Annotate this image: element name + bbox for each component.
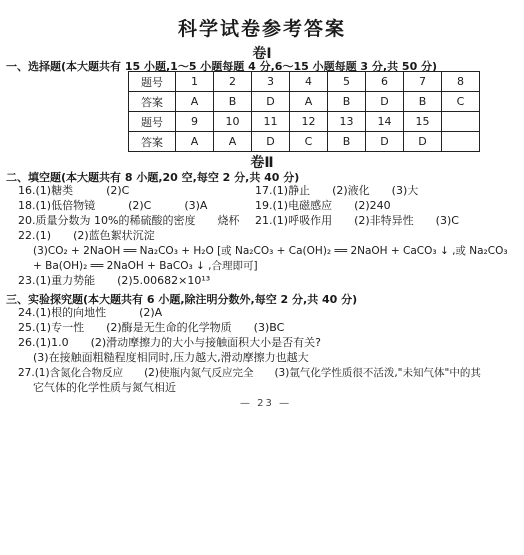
answer-line: 17.(1)静止 (2)液化 (3)大 (255, 184, 419, 197)
table-cell: C (290, 132, 328, 152)
table-cell: 5 (328, 72, 366, 92)
table-row (129, 72, 480, 92)
answer-line: 24.(1)根的向地性 (2)A (18, 306, 163, 319)
table-cell: 题号 (129, 112, 176, 132)
table-cell: D (366, 132, 404, 152)
table-cell: D (366, 92, 404, 112)
table-cell: D (252, 92, 290, 112)
table-cell: 答案 (129, 92, 176, 112)
answer-line: + Ba(OH)₂ ══ 2NaOH + BaCO₃ ↓ ,合理即可] (33, 260, 258, 272)
table-cell: 1 (176, 72, 214, 92)
page-title: 科学试卷参考答案 (177, 18, 346, 40)
answer-line: (3)在接触面粗糙程度相同时,压力越大,滑动摩擦力也越大 (33, 351, 309, 364)
table-cell: 14 (366, 112, 404, 132)
table-cell: D (252, 132, 290, 152)
table-cell: A (214, 132, 252, 152)
table-cell (442, 112, 480, 132)
table-cell: 6 (366, 72, 404, 92)
table-cell: B (214, 92, 252, 112)
table-row (129, 92, 480, 112)
table-cell: C (442, 92, 480, 112)
table-cell: B (328, 132, 366, 152)
answer-line: 18.(1)低倍物镜 (2)C (3)A (18, 199, 208, 212)
answer-line: 它气体的化学性质与氮气相近 (33, 381, 176, 394)
table-cell: A (290, 92, 328, 112)
table-cell: A (176, 92, 214, 112)
answer-table (128, 71, 480, 152)
table-cell: 10 (214, 112, 252, 132)
section-2-heading: 二、填空题(本大题共有 8 小题,20 空,每空 2 分,共 40 分) (6, 171, 300, 184)
table-cell: 11 (252, 112, 290, 132)
answer-line: 25.(1)专一性 (2)酶是无生命的化学物质 (3)BC (18, 321, 285, 334)
table-row (129, 112, 480, 132)
volume-2-heading: 卷Ⅱ (250, 155, 274, 171)
section-1-heading: 一、选择题(本大题共有 15 小题,1～5 小题每题 4 分,6～15 小题每题 3 分,共 50 分) (6, 60, 438, 73)
table-cell: 4 (290, 72, 328, 92)
page-number: — 23 — (240, 398, 292, 409)
answer-line: 22.(1) (2)蓝色絮状沉淀 (18, 229, 155, 242)
table-cell: 题号 (129, 72, 176, 92)
answer-line: 19.(1)电磁感应 (2)240 (255, 199, 391, 212)
answer-line: 21.(1)呼吸作用 (2)非特异性 (3)C (255, 214, 459, 227)
table-cell: A (176, 132, 214, 152)
table-cell: 8 (442, 72, 480, 92)
table-cell: 3 (252, 72, 290, 92)
table-cell: B (404, 92, 442, 112)
answer-line: 26.(1)1.0 (2)滑动摩擦力的大小与接触面积大小是否有关? (18, 336, 321, 349)
table-cell: 答案 (129, 132, 176, 152)
table-cell (442, 132, 480, 152)
answer-line: 23.(1)重力势能 (2)5.00682×10¹³ (18, 274, 211, 287)
answer-line: 16.(1)糖类 (2)C (18, 184, 130, 197)
table-row (129, 132, 480, 152)
table-cell: 9 (176, 112, 214, 132)
volume-1-heading: 卷Ⅰ (252, 46, 272, 62)
answer-line: 27.(1)含氮化合物反应 (2)使瓶内氮气反应完全 (3)氩气化学性质很不活泼,"未知气体"中的其 (18, 367, 481, 379)
table-cell: D (404, 132, 442, 152)
section-3-heading: 三、实验探究题(本大题共有 6 小题,除注明分数外,每空 2 分,共 40 分) (6, 293, 358, 306)
table-cell: B (328, 92, 366, 112)
table-cell: 12 (290, 112, 328, 132)
table-cell: 13 (328, 112, 366, 132)
answer-line: 20.质量分数为 10%的稀硫酸的密度 烧杯 (18, 214, 240, 227)
table-cell: 15 (404, 112, 442, 132)
table-cell: 2 (214, 72, 252, 92)
table-cell: 7 (404, 72, 442, 92)
answer-line: (3)CO₂ + 2NaOH ══ Na₂CO₃ + H₂O [或 Na₂CO₃ + Ca(OH)₂ ══ 2NaOH + CaCO₃ ↓ ,或 Na₂CO₃ (33, 245, 508, 257)
